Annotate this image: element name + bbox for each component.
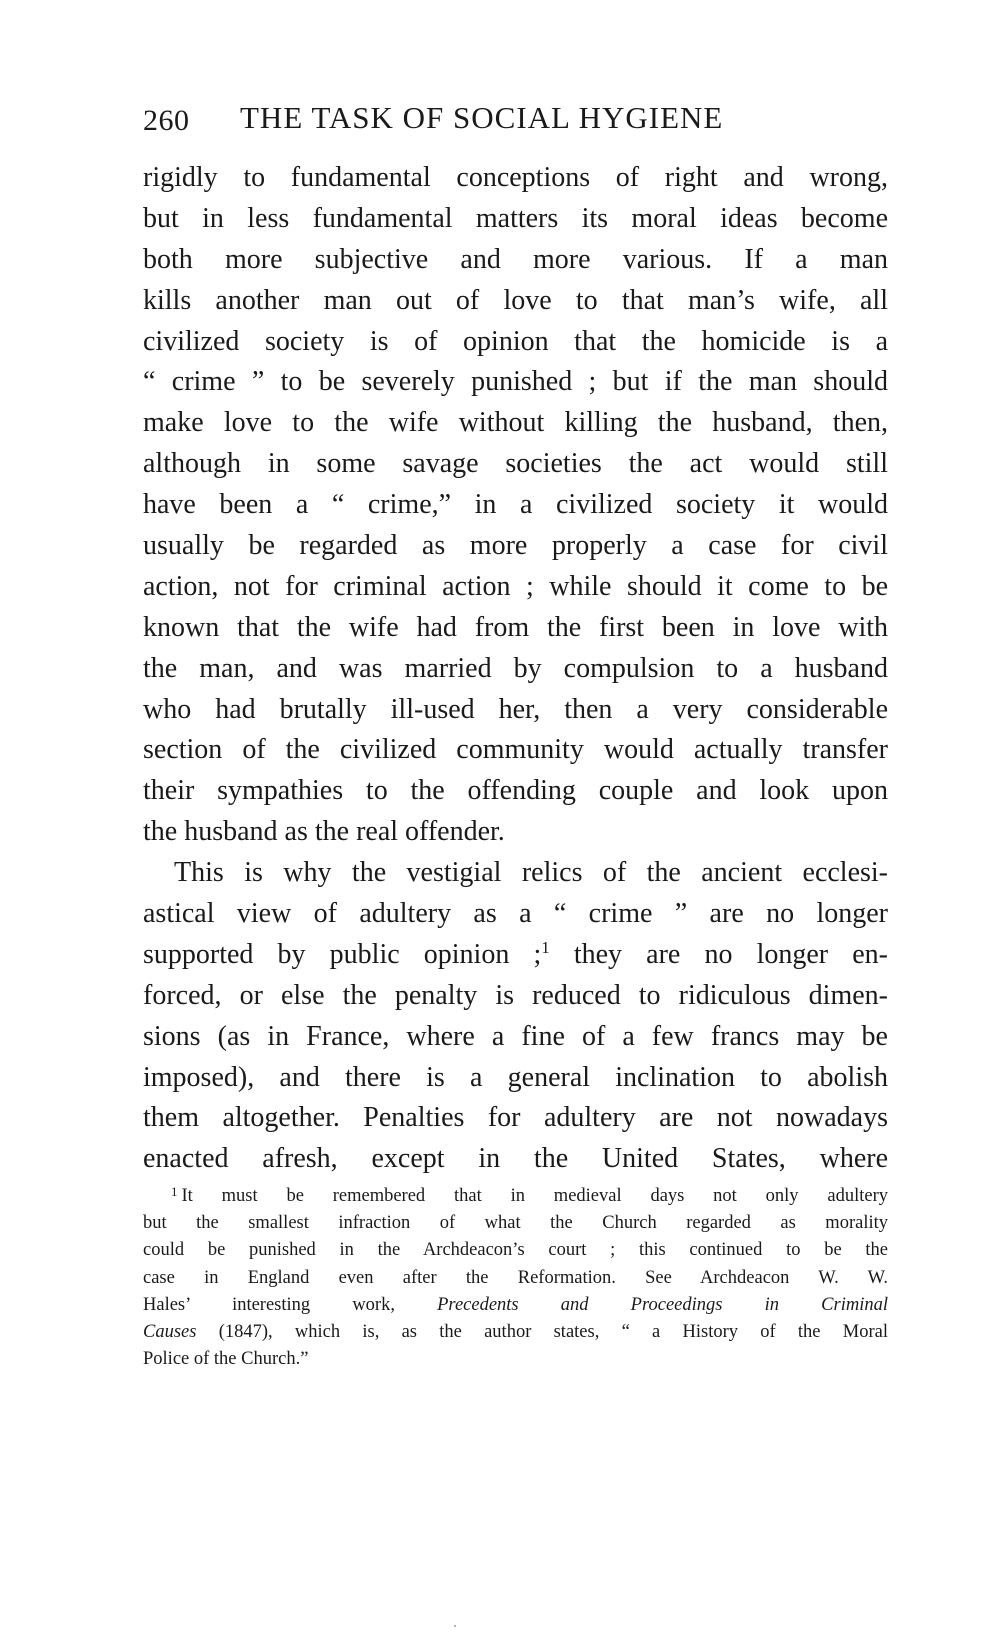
book-title-italic: Precedents and Proceedings in Criminal [437, 1294, 888, 1315]
paragraph-2 [143, 853, 888, 1180]
body-text [143, 158, 888, 1180]
text-line: them altogether. Penalties for adultery are not nowadays [143, 1102, 888, 1134]
text-line: both more subjective and more various. If a man [143, 243, 888, 275]
footnote-line: case in England even after the Reformation. See Archdeacon W. W. [143, 1267, 888, 1288]
text-line: “ crime ” to be severely punished ; but if the man should [143, 366, 888, 398]
footnote-marker: 1 [171, 1184, 178, 1199]
footnote-line: Police of the Church.” [143, 1349, 309, 1370]
text-line: but in less fundamental matters its moral ideas become [143, 202, 888, 234]
text-line: make love to the wife without killing the husband, then, [143, 407, 888, 439]
footnote-reference[interactable]: 1 [541, 937, 550, 957]
scan-speck [454, 1625, 456, 1627]
text-line: although in some savage societies the act would still [143, 448, 888, 480]
text-line: the man, and was married by compulsion to a husband [143, 652, 888, 684]
text-segment: they are no longer en- [549, 938, 888, 970]
text-line: kills another man out of love to that man’s wife, all [143, 284, 888, 316]
text-line: enacted afresh, except in the United States, where [143, 1143, 888, 1175]
footnote-line: could be punished in the Archdeacon’s court ; this continued to be the [143, 1240, 888, 1261]
text-line: civilized society is of opinion that the homicide is a [143, 325, 888, 357]
text-line: sions (as in France, where a fine of a few francs may be [143, 1020, 888, 1052]
text-line: This is why the vestigial relics of the ancient ecclesi- [174, 857, 888, 889]
text-line: the husband as the real offender. [143, 816, 505, 848]
footnote-line [143, 1292, 888, 1319]
text-segment: Hales’ interesting work, [143, 1294, 438, 1315]
paragraph-1 [143, 158, 888, 853]
text-segment: It must be remembered that in medieval days not only adultery [181, 1186, 888, 1206]
text-line-with-footnote-ref [143, 935, 888, 976]
text-line: forced, or else the penalty is reduced to ridiculous dimen- [143, 979, 888, 1011]
text-line: who had brutally ill-used her, then a very considerable [143, 693, 888, 725]
text-line: usually be regarded as more properly a case for civil [143, 530, 888, 562]
text-line: imposed), and there is a general inclination to abolish [143, 1061, 888, 1093]
page-number: 260 [143, 104, 190, 137]
text-line: astical view of adultery as a “ crime ” are no longer [143, 898, 888, 930]
text-segment: (1847), which is, as the author states, “ a History of the Moral [196, 1321, 888, 1342]
text-line: known that the wife had from the first been in love with [143, 611, 888, 643]
running-head: THE TASK OF SOCIAL HYGIENE [240, 100, 724, 135]
text-line: rigidly to fundamental conceptions of right and wrong, [143, 162, 888, 193]
text-line: action, not for criminal action ; while should it come to be [143, 570, 888, 602]
text-segment: supported by public opinion ; [143, 938, 542, 970]
text-line: section of the civilized community would actually transfer [143, 734, 888, 766]
text-line: their sympathies to the offending couple and look upon [143, 775, 888, 807]
book-title-italic: Causes [143, 1321, 197, 1342]
text-line: have been a “ crime,” in a civilized society it would [143, 489, 888, 521]
footnote-line [143, 1319, 888, 1346]
footnote [143, 1183, 888, 1373]
footnote-line [143, 1183, 888, 1210]
footnote-line: but the smallest infraction of what the Church regarded as morality [143, 1213, 888, 1234]
page-header [143, 98, 888, 148]
